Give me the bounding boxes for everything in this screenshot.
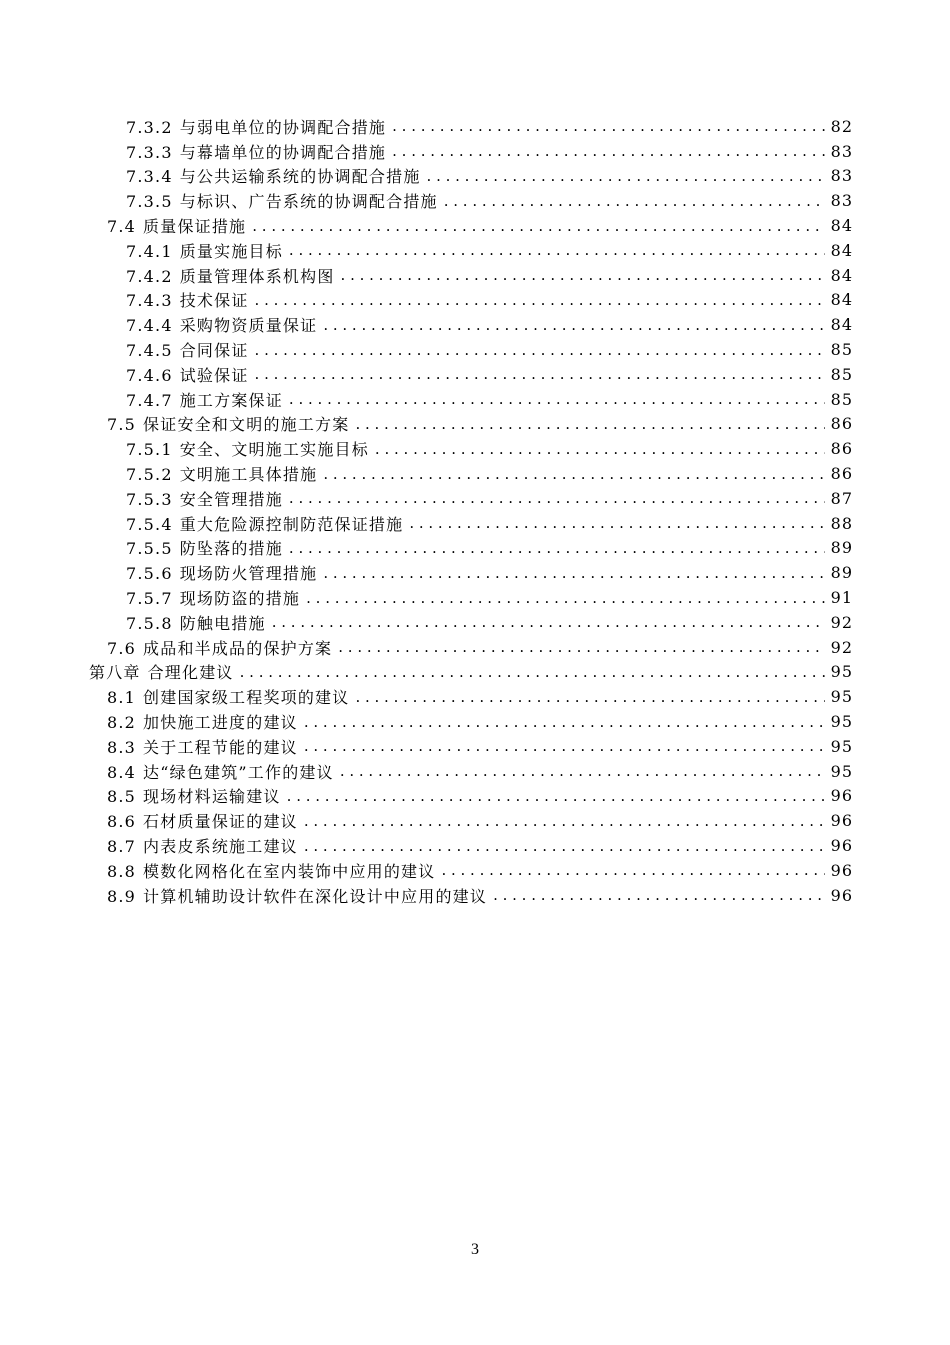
toc-entry-page: 84 <box>830 216 853 236</box>
toc-entry-page: 86 <box>830 414 853 434</box>
toc-dot-leader <box>304 811 825 831</box>
toc-entry-number: 7.4.7 <box>126 390 173 410</box>
toc-entry-label <box>126 338 255 361</box>
toc-entry-title: 质量保证措施 <box>143 217 247 237</box>
toc-entry-page: 96 <box>830 836 853 855</box>
toc-entry-label <box>126 561 323 584</box>
toc-entry-number: 第八章 <box>89 663 141 683</box>
toc-entry-page: 89 <box>830 538 853 558</box>
toc-entry-number: 7.5.4 <box>126 514 173 534</box>
toc-entry-label <box>126 462 323 485</box>
toc-entry-title: 安全管理措施 <box>179 489 283 509</box>
toc-entry-label <box>107 784 287 807</box>
toc-entry-page: 95 <box>830 687 853 707</box>
toc-entry-number: 7.4.1 <box>126 241 173 261</box>
toc-entry-number: 8.2 <box>107 713 137 733</box>
toc-entry-number: 7.4 <box>107 217 137 237</box>
toc-entry-title: 文明施工具体措施 <box>179 465 318 485</box>
toc-dot-leader <box>340 761 825 781</box>
toc-entry[interactable] <box>0 387 950 412</box>
toc-entry-number: 7.4.3 <box>126 291 173 311</box>
toc-entry-page: 84 <box>830 265 853 285</box>
toc-entry[interactable] <box>0 536 950 561</box>
toc-entry-label <box>107 412 355 435</box>
toc-entry[interactable] <box>0 213 950 238</box>
toc-entry-title: 关于工程节能的建议 <box>143 737 298 757</box>
toc-entry-page: 95 <box>830 712 853 732</box>
toc-entry[interactable] <box>0 114 950 139</box>
toc-entry-number: 8.1 <box>107 688 137 708</box>
toc-entry-page: 95 <box>830 761 853 781</box>
toc-dot-leader <box>255 290 825 310</box>
toc-entry-page: 96 <box>830 860 853 880</box>
toc-entry[interactable] <box>0 610 950 635</box>
toc-entry-title: 重大危险源控制防范保证措施 <box>179 514 404 534</box>
toc-entry[interactable] <box>0 784 950 809</box>
toc-entry-title: 石材质量保证的建议 <box>143 812 298 832</box>
toc-entry[interactable] <box>0 660 950 685</box>
toc-entry-label <box>126 363 255 386</box>
toc-dot-leader <box>409 513 825 533</box>
toc-entry[interactable] <box>0 412 950 437</box>
toc-dot-leader <box>304 836 825 856</box>
toc-entry-label <box>126 437 375 460</box>
toc-dot-leader <box>375 439 825 459</box>
toc-entry-label <box>107 710 304 733</box>
toc-entry-number: 7.5.8 <box>126 613 173 633</box>
toc-entry-number: 7.4.4 <box>126 316 173 336</box>
toc-entry-label <box>126 586 306 609</box>
toc-entry[interactable] <box>0 684 950 709</box>
toc-entry-title: 质量管理体系机构图 <box>179 266 335 286</box>
toc-dot-leader <box>338 637 825 657</box>
toc-entry-label <box>126 388 289 411</box>
toc-entry-label <box>126 239 289 262</box>
toc-entry-label <box>126 288 255 311</box>
toc-dot-leader <box>323 315 825 335</box>
toc-dot-leader <box>272 612 825 632</box>
toc-dot-leader <box>493 885 825 905</box>
toc-entry-number: 8.7 <box>107 837 137 856</box>
toc-entry-title: 内表皮系统施工建议 <box>143 837 298 856</box>
toc-entry-title: 采购物资质量保证 <box>179 316 318 336</box>
toc-entry-label <box>126 512 409 535</box>
toc-entry-number: 7.4.6 <box>126 365 173 385</box>
toc-entry-label <box>107 685 355 708</box>
toc-entry-page: 96 <box>830 811 853 831</box>
toc-entry[interactable] <box>0 734 950 759</box>
toc-dot-leader <box>289 488 825 508</box>
toc-dot-leader <box>441 860 825 880</box>
toc-entry-label <box>107 636 338 659</box>
toc-entry-page: 86 <box>830 439 853 459</box>
toc-entry-label <box>126 536 289 559</box>
toc-entry-page: 95 <box>830 736 853 756</box>
toc-dot-leader <box>427 166 825 186</box>
toc-entry-label <box>126 189 444 212</box>
toc-entry-number: 7.5 <box>107 415 137 435</box>
toc-entry[interactable] <box>0 585 950 610</box>
toc-entry-title: 加快施工进度的建议 <box>143 713 298 733</box>
toc-dot-leader <box>289 240 825 260</box>
toc-entry[interactable] <box>0 560 950 585</box>
toc-entry-number: 7.3.5 <box>126 192 173 212</box>
toc-entry-label <box>107 809 304 832</box>
toc-entry-page: 83 <box>830 191 853 211</box>
toc-entry-number: 7.3.2 <box>126 117 173 137</box>
toc-entry[interactable] <box>0 288 950 313</box>
toc-entry-page: 83 <box>830 141 853 161</box>
toc-entry-number: 8.9 <box>107 886 137 906</box>
toc-entry[interactable] <box>0 635 950 660</box>
toc-entry-number: 8.8 <box>107 861 137 881</box>
toc-entry-number: 7.6 <box>107 638 137 658</box>
toc-entry-title: 安全、文明施工实施目标 <box>179 440 369 460</box>
toc-entry-title: 技术保证 <box>179 291 249 311</box>
toc-dot-leader <box>323 464 825 484</box>
toc-dot-leader <box>287 786 825 806</box>
toc-entry-title: 防触电措施 <box>179 613 266 633</box>
toc-entry-page: 87 <box>830 488 853 508</box>
toc-dot-leader <box>355 414 825 434</box>
table-of-contents <box>0 114 950 908</box>
toc-entry-label <box>107 834 304 857</box>
toc-entry-page: 84 <box>830 315 853 335</box>
toc-entry-label <box>126 611 272 634</box>
toc-entry-page: 88 <box>830 513 853 533</box>
toc-entry-page: 95 <box>830 662 853 682</box>
toc-entry-label <box>107 859 441 882</box>
toc-entry[interactable] <box>0 709 950 734</box>
toc-entry-page: 85 <box>830 364 853 384</box>
toc-entry-title: 防坠落的措施 <box>179 539 283 559</box>
toc-dot-leader <box>341 265 825 285</box>
toc-entry-title: 计算机辅助设计软件在深化设计中应用的建议 <box>143 886 488 906</box>
toc-entry-page: 83 <box>830 166 853 186</box>
toc-dot-leader <box>304 712 825 732</box>
toc-dot-leader <box>255 364 825 384</box>
toc-entry-label <box>107 735 304 758</box>
toc-entry[interactable] <box>0 808 950 833</box>
toc-entry[interactable] <box>0 139 950 164</box>
toc-entry[interactable] <box>0 188 950 213</box>
toc-entry-title: 试验保证 <box>179 365 249 385</box>
toc-entry-title: 合理化建议 <box>147 663 234 683</box>
toc-entry-label <box>126 264 341 287</box>
toc-entry-label <box>89 660 240 683</box>
toc-entry-title: 保证安全和文明的施工方案 <box>143 415 350 435</box>
toc-entry-title: 现场材料运输建议 <box>143 787 281 807</box>
toc-entry[interactable] <box>0 883 950 908</box>
toc-entry[interactable] <box>0 312 950 337</box>
toc-entry-title: 现场防火管理措施 <box>179 564 318 584</box>
toc-dot-leader <box>392 116 825 136</box>
toc-entry[interactable] <box>0 362 950 387</box>
toc-entry-label <box>126 313 323 336</box>
toc-dot-leader <box>306 588 825 608</box>
toc-entry-page: 91 <box>830 588 853 608</box>
toc-entry[interactable] <box>0 461 950 486</box>
toc-entry-title: 现场防盗的措施 <box>179 589 301 609</box>
toc-entry-page: 96 <box>830 885 853 905</box>
page-number: 3 <box>471 1241 479 1258</box>
toc-entry[interactable] <box>0 833 950 858</box>
toc-entry-number: 7.3.4 <box>126 167 173 187</box>
toc-dot-leader <box>304 736 825 756</box>
toc-entry-number: 8.6 <box>107 812 137 832</box>
toc-entry-number: 7.5.5 <box>126 539 173 559</box>
toc-entry-number: 8.5 <box>107 787 137 807</box>
toc-entry-title: 达“绿色建筑”工作的建议 <box>143 762 334 782</box>
toc-entry-label <box>107 760 340 783</box>
toc-entry[interactable] <box>0 337 950 362</box>
toc-entry-page: 92 <box>830 612 853 632</box>
toc-entry-number: 7.4.2 <box>126 266 173 286</box>
toc-entry[interactable] <box>0 858 950 883</box>
toc-entry-label <box>107 214 252 237</box>
toc-entry-page: 92 <box>830 637 853 657</box>
toc-entry[interactable] <box>0 436 950 461</box>
toc-dot-leader <box>323 563 825 583</box>
toc-entry-page: 85 <box>830 340 853 360</box>
toc-entry-number: 7.5.2 <box>126 465 173 485</box>
toc-entry-number: 7.5.6 <box>126 564 173 584</box>
toc-entry-number: 7.4.5 <box>126 341 173 361</box>
toc-entry-title: 与公共运输系统的协调配合措施 <box>179 167 421 187</box>
toc-entry-page: 85 <box>830 389 853 409</box>
toc-entry-title: 施工方案保证 <box>179 390 283 410</box>
toc-dot-leader <box>252 216 825 236</box>
toc-entry-title: 模数化网格化在室内装饰中应用的建议 <box>143 861 436 881</box>
toc-entry[interactable] <box>0 263 950 288</box>
toc-entry-title: 与幕墙单位的协调配合措施 <box>179 142 387 162</box>
toc-entry-page: 84 <box>830 290 853 310</box>
toc-dot-leader <box>444 191 825 211</box>
toc-entry-label <box>126 487 289 510</box>
toc-dot-leader <box>355 687 825 707</box>
toc-entry-number: 8.4 <box>107 762 137 782</box>
toc-entry-label <box>107 884 493 907</box>
toc-entry[interactable] <box>0 511 950 536</box>
toc-entry-page: 84 <box>830 240 853 260</box>
toc-entry-number: 7.5.7 <box>126 589 173 609</box>
toc-entry-label <box>126 164 427 187</box>
toc-entry-page: 89 <box>830 563 853 583</box>
toc-entry-title: 质量实施目标 <box>179 241 283 261</box>
toc-entry[interactable] <box>0 759 950 784</box>
toc-entry-number: 8.3 <box>107 737 137 757</box>
toc-entry-label <box>126 115 392 138</box>
toc-entry-page: 82 <box>830 116 853 136</box>
toc-entry-page: 86 <box>830 464 853 484</box>
toc-dot-leader <box>289 538 825 558</box>
toc-entry[interactable] <box>0 164 950 189</box>
toc-dot-leader <box>255 340 825 360</box>
toc-entry-title: 与弱电单位的协调配合措施 <box>179 117 387 137</box>
toc-entry-title: 创建国家级工程奖项的建议 <box>143 688 350 708</box>
toc-entry-number: 7.3.3 <box>126 142 173 162</box>
toc-entry-page: 96 <box>830 786 853 806</box>
toc-entry-number: 7.5.1 <box>126 440 173 460</box>
toc-entry-title: 成品和半成品的保护方案 <box>143 638 333 658</box>
toc-entry[interactable] <box>0 238 950 263</box>
toc-entry[interactable] <box>0 486 950 511</box>
toc-dot-leader <box>289 389 825 409</box>
toc-entry-label <box>126 140 392 163</box>
toc-dot-leader <box>392 141 825 161</box>
toc-entry-title: 与标识、广告系统的协调配合措施 <box>179 192 438 212</box>
toc-entry-number: 7.5.3 <box>126 489 173 509</box>
toc-dot-leader <box>240 662 825 682</box>
toc-entry-title: 合同保证 <box>179 341 249 361</box>
